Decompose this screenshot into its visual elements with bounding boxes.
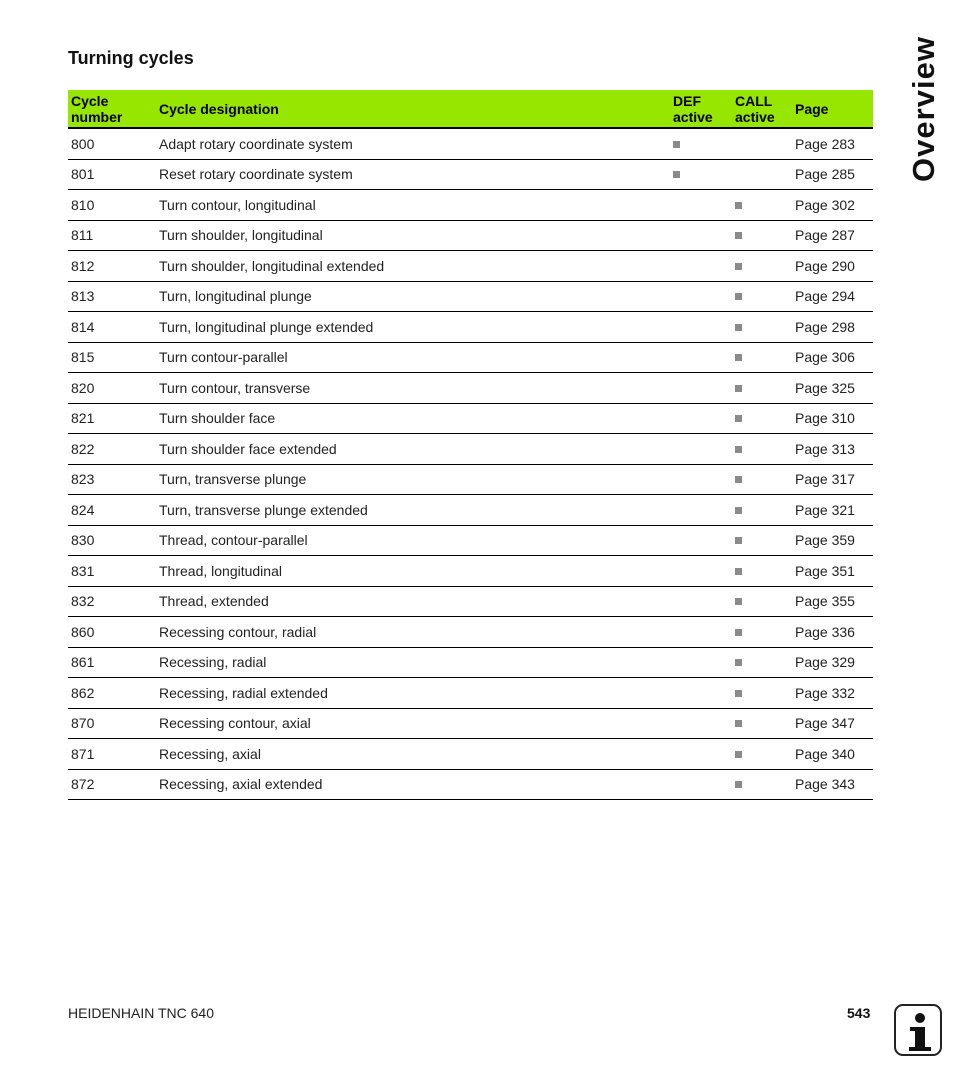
square-bullet-icon bbox=[735, 537, 742, 544]
header-call-active: CALL active bbox=[732, 90, 792, 128]
cycle-designation-cell: Reset rotary coordinate system bbox=[156, 159, 670, 190]
cycle-designation-cell: Turn contour, transverse bbox=[156, 373, 670, 404]
call-active-cell bbox=[732, 556, 792, 587]
def-active-cell bbox=[670, 525, 732, 556]
page-reference-cell: Page 321 bbox=[792, 495, 873, 526]
cycle-designation-cell: Turn shoulder face extended bbox=[156, 434, 670, 465]
cycle-number-cell: 830 bbox=[68, 525, 156, 556]
table-row bbox=[68, 312, 873, 343]
cycle-number-cell: 862 bbox=[68, 678, 156, 709]
square-bullet-icon bbox=[735, 781, 742, 788]
cycle-number-cell: 812 bbox=[68, 251, 156, 282]
cycle-designation-cell: Thread, extended bbox=[156, 586, 670, 617]
cycle-number-cell: 813 bbox=[68, 281, 156, 312]
table-row bbox=[68, 464, 873, 495]
call-active-cell bbox=[732, 190, 792, 221]
footer-page-number: 543 bbox=[847, 1005, 871, 1021]
call-active-cell bbox=[732, 128, 792, 159]
def-active-cell bbox=[670, 495, 732, 526]
header-cycle-designation: Cycle designation bbox=[156, 90, 670, 128]
header-page: Page bbox=[792, 90, 873, 128]
cycle-designation-cell: Recessing contour, axial bbox=[156, 708, 670, 739]
square-bullet-icon bbox=[735, 446, 742, 453]
square-bullet-icon bbox=[735, 354, 742, 361]
table-row bbox=[68, 220, 873, 251]
cycle-designation-cell: Thread, contour-parallel bbox=[156, 525, 670, 556]
cycle-number-cell: 811 bbox=[68, 220, 156, 251]
square-bullet-icon bbox=[735, 568, 742, 575]
info-icon-dot bbox=[915, 1013, 925, 1023]
def-active-cell bbox=[670, 647, 732, 678]
cycle-designation-cell: Adapt rotary coordinate system bbox=[156, 128, 670, 159]
section-title: Turning cycles bbox=[68, 48, 194, 68]
def-active-cell bbox=[670, 769, 732, 800]
cycle-number-cell: 861 bbox=[68, 647, 156, 678]
page-reference-cell: Page 332 bbox=[792, 678, 873, 709]
table-row bbox=[68, 556, 873, 587]
call-active-cell bbox=[732, 251, 792, 282]
page-reference-cell: Page 294 bbox=[792, 281, 873, 312]
page-reference-cell: Page 343 bbox=[792, 769, 873, 800]
header-def-active: DEF active bbox=[670, 90, 732, 128]
table-row bbox=[68, 708, 873, 739]
page-reference-cell: Page 329 bbox=[792, 647, 873, 678]
table-row bbox=[68, 281, 873, 312]
page-reference-cell: Page 317 bbox=[792, 464, 873, 495]
call-active-cell bbox=[732, 769, 792, 800]
header-cycle-number: Cycle number bbox=[68, 90, 156, 128]
cycle-number-cell: 860 bbox=[68, 617, 156, 648]
call-active-cell bbox=[732, 403, 792, 434]
def-active-cell bbox=[670, 617, 732, 648]
def-active-cell bbox=[670, 464, 732, 495]
page-reference-cell: Page 310 bbox=[792, 403, 873, 434]
square-bullet-icon bbox=[735, 202, 742, 209]
cycle-number-cell: 871 bbox=[68, 739, 156, 770]
cycle-designation-cell: Recessing contour, radial bbox=[156, 617, 670, 648]
page-reference-cell: Page 306 bbox=[792, 342, 873, 373]
square-bullet-icon bbox=[735, 324, 742, 331]
turning-cycles-table bbox=[68, 90, 873, 800]
call-active-cell bbox=[732, 495, 792, 526]
square-bullet-icon bbox=[735, 659, 742, 666]
page-reference-cell: Page 336 bbox=[792, 617, 873, 648]
page-reference-cell: Page 325 bbox=[792, 373, 873, 404]
page-reference-cell: Page 290 bbox=[792, 251, 873, 282]
page-reference-cell: Page 351 bbox=[792, 556, 873, 587]
square-bullet-icon bbox=[673, 171, 680, 178]
cycle-designation-cell: Recessing, axial bbox=[156, 739, 670, 770]
def-active-cell bbox=[670, 159, 732, 190]
cycle-number-cell: 821 bbox=[68, 403, 156, 434]
cycle-number-cell: 832 bbox=[68, 586, 156, 617]
table-row bbox=[68, 495, 873, 526]
call-active-cell bbox=[732, 525, 792, 556]
call-active-cell bbox=[732, 739, 792, 770]
table-header-row bbox=[68, 90, 873, 128]
page-reference-cell: Page 359 bbox=[792, 525, 873, 556]
cycle-designation-cell: Turn contour, longitudinal bbox=[156, 190, 670, 221]
def-active-cell bbox=[670, 434, 732, 465]
def-active-cell bbox=[670, 312, 732, 343]
call-active-cell bbox=[732, 220, 792, 251]
page-reference-cell: Page 340 bbox=[792, 739, 873, 770]
cycle-designation-cell: Turn shoulder, longitudinal extended bbox=[156, 251, 670, 282]
side-tab-label: Overview bbox=[906, 36, 941, 182]
call-active-cell bbox=[732, 678, 792, 709]
square-bullet-icon bbox=[735, 415, 742, 422]
page-reference-cell: Page 283 bbox=[792, 128, 873, 159]
table-row bbox=[68, 617, 873, 648]
call-active-cell bbox=[732, 159, 792, 190]
def-active-cell bbox=[670, 342, 732, 373]
info-icon bbox=[894, 1004, 942, 1056]
square-bullet-icon bbox=[735, 507, 742, 514]
cycle-designation-cell: Turn shoulder face bbox=[156, 403, 670, 434]
side-tab bbox=[894, 36, 954, 182]
cycle-number-cell: 872 bbox=[68, 769, 156, 800]
def-active-cell bbox=[670, 586, 732, 617]
page-reference-cell: Page 298 bbox=[792, 312, 873, 343]
table-row bbox=[68, 586, 873, 617]
cycle-designation-cell: Recessing, radial bbox=[156, 647, 670, 678]
call-active-cell bbox=[732, 281, 792, 312]
cycle-number-cell: 820 bbox=[68, 373, 156, 404]
table-row bbox=[68, 251, 873, 282]
def-active-cell bbox=[670, 128, 732, 159]
cycle-number-cell: 822 bbox=[68, 434, 156, 465]
square-bullet-icon bbox=[735, 263, 742, 270]
cycle-designation-cell: Turn, longitudinal plunge extended bbox=[156, 312, 670, 343]
table-row bbox=[68, 342, 873, 373]
page-reference-cell: Page 355 bbox=[792, 586, 873, 617]
square-bullet-icon bbox=[735, 476, 742, 483]
call-active-cell bbox=[732, 312, 792, 343]
info-icon-stem bbox=[915, 1027, 925, 1049]
cycle-designation-cell: Thread, longitudinal bbox=[156, 556, 670, 587]
call-active-cell bbox=[732, 708, 792, 739]
cycle-designation-cell: Recessing, radial extended bbox=[156, 678, 670, 709]
square-bullet-icon bbox=[673, 141, 680, 148]
square-bullet-icon bbox=[735, 385, 742, 392]
def-active-cell bbox=[670, 373, 732, 404]
page-reference-cell: Page 285 bbox=[792, 159, 873, 190]
table-row bbox=[68, 128, 873, 159]
cycle-designation-cell: Recessing, axial extended bbox=[156, 769, 670, 800]
call-active-cell bbox=[732, 373, 792, 404]
page-reference-cell: Page 302 bbox=[792, 190, 873, 221]
cycle-number-cell: 870 bbox=[68, 708, 156, 739]
square-bullet-icon bbox=[735, 293, 742, 300]
call-active-cell bbox=[732, 464, 792, 495]
page-reference-cell: Page 287 bbox=[792, 220, 873, 251]
def-active-cell bbox=[670, 281, 732, 312]
cycle-designation-cell: Turn, transverse plunge bbox=[156, 464, 670, 495]
cycle-designation-cell: Turn, transverse plunge extended bbox=[156, 495, 670, 526]
square-bullet-icon bbox=[735, 720, 742, 727]
call-active-cell bbox=[732, 342, 792, 373]
cycle-number-cell: 824 bbox=[68, 495, 156, 526]
def-active-cell bbox=[670, 220, 732, 251]
cycle-number-cell: 814 bbox=[68, 312, 156, 343]
cycle-designation-cell: Turn, longitudinal plunge bbox=[156, 281, 670, 312]
table-row bbox=[68, 678, 873, 709]
def-active-cell bbox=[670, 678, 732, 709]
table-row bbox=[68, 434, 873, 465]
table-row bbox=[68, 525, 873, 556]
cycle-number-cell: 800 bbox=[68, 128, 156, 159]
cycle-number-cell: 823 bbox=[68, 464, 156, 495]
call-active-cell bbox=[732, 647, 792, 678]
cycle-number-cell: 810 bbox=[68, 190, 156, 221]
cycle-designation-cell: Turn shoulder, longitudinal bbox=[156, 220, 670, 251]
square-bullet-icon bbox=[735, 629, 742, 636]
table-body bbox=[68, 128, 873, 800]
table-row bbox=[68, 159, 873, 190]
page-reference-cell: Page 313 bbox=[792, 434, 873, 465]
cycle-number-cell: 801 bbox=[68, 159, 156, 190]
def-active-cell bbox=[670, 403, 732, 434]
call-active-cell bbox=[732, 434, 792, 465]
def-active-cell bbox=[670, 556, 732, 587]
square-bullet-icon bbox=[735, 751, 742, 758]
def-active-cell bbox=[670, 251, 732, 282]
table-row bbox=[68, 373, 873, 404]
cycle-designation-cell: Turn contour-parallel bbox=[156, 342, 670, 373]
call-active-cell bbox=[732, 586, 792, 617]
page-reference-cell: Page 347 bbox=[792, 708, 873, 739]
square-bullet-icon bbox=[735, 598, 742, 605]
call-active-cell bbox=[732, 617, 792, 648]
def-active-cell bbox=[670, 739, 732, 770]
cycle-number-cell: 815 bbox=[68, 342, 156, 373]
square-bullet-icon bbox=[735, 690, 742, 697]
info-icon-serif-bottom bbox=[909, 1047, 931, 1051]
table-row bbox=[68, 739, 873, 770]
cycle-number-cell: 831 bbox=[68, 556, 156, 587]
square-bullet-icon bbox=[735, 232, 742, 239]
footer-product: HEIDENHAIN TNC 640 bbox=[68, 1005, 215, 1021]
table-row bbox=[68, 190, 873, 221]
def-active-cell bbox=[670, 708, 732, 739]
table-row bbox=[68, 403, 873, 434]
table-row bbox=[68, 647, 873, 678]
table-row bbox=[68, 769, 873, 800]
def-active-cell bbox=[670, 190, 732, 221]
